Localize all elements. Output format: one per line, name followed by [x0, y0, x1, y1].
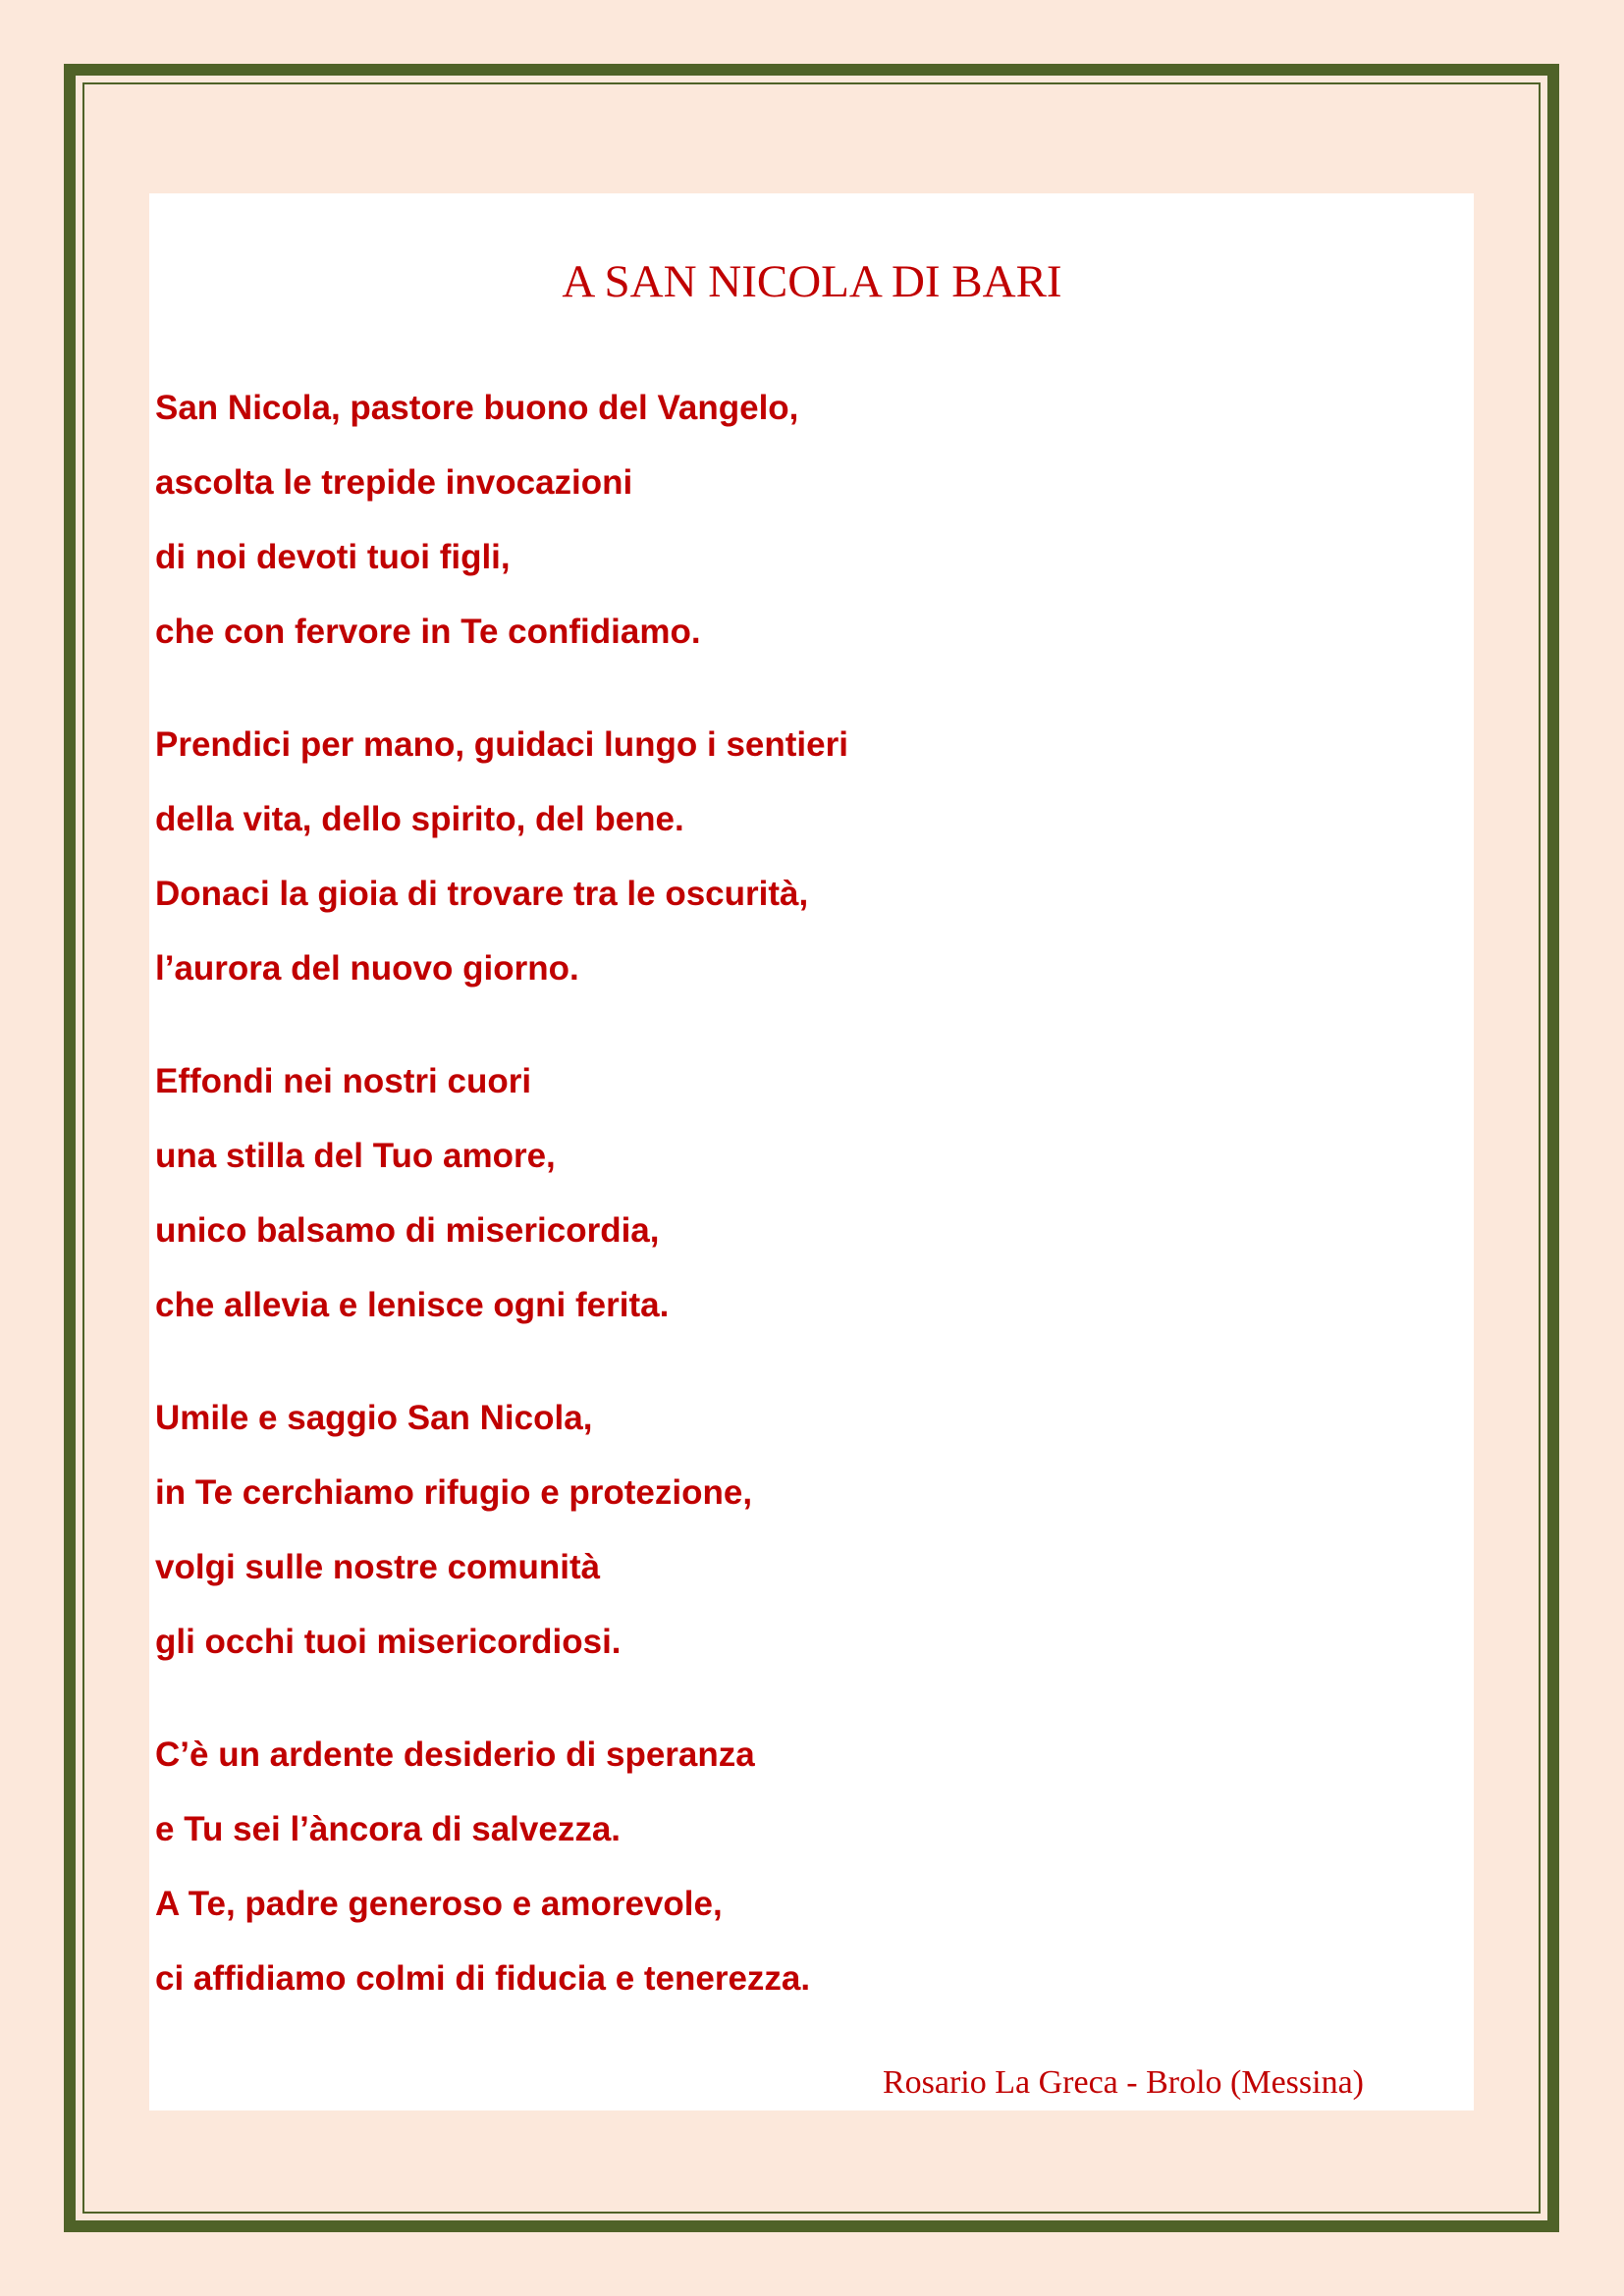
poem-line: l’aurora del nuovo giorno.	[155, 949, 579, 988]
poem-body	[155, 371, 1432, 2055]
stanza-3	[155, 1044, 1432, 1343]
poem-line: Effondi nei nostri cuori	[155, 1062, 532, 1100]
poem-line: San Nicola, pastore buono del Vangelo,	[155, 389, 799, 427]
poem-line: ascolta le trepide invocazioni	[155, 463, 633, 502]
poem-line: di noi devoti tuoi figli,	[155, 538, 511, 576]
poem-line: unico balsamo di misericordia,	[155, 1211, 660, 1250]
poem-line: che allevia e lenisce ogni ferita.	[155, 1286, 670, 1324]
poem-line: C’è un ardente desiderio di speranza	[155, 1735, 755, 1774]
author-signature: Rosario La Greca - Brolo (Messina)	[882, 2064, 1364, 2101]
poem-line: ci affidiamo colmi di fiducia e tenerezza.	[155, 1959, 811, 1998]
poem-line: Umile e saggio San Nicola,	[155, 1399, 593, 1437]
poem-line: della vita, dello spirito, del bene.	[155, 800, 684, 838]
poem-line: A Te, padre generoso e amorevole,	[155, 1885, 723, 1923]
stanza-2	[155, 708, 1432, 1006]
poem-line: volgi sulle nostre comunità	[155, 1548, 601, 1586]
poem-line: in Te cerchiamo rifugio e protezione,	[155, 1473, 753, 1512]
poem-line: Donaci la gioia di trovare tra le oscurità,	[155, 875, 809, 913]
stanza-1	[155, 371, 1432, 669]
poem-line: una stilla del Tuo amore,	[155, 1137, 556, 1175]
stanza-5	[155, 1718, 1432, 2016]
poem-line: Prendici per mano, guidaci lungo i sentieri	[155, 725, 848, 764]
poem-line: gli occhi tuoi misericordiosi.	[155, 1623, 622, 1661]
stanza-4	[155, 1381, 1432, 1680]
poem-line: che con fervore in Te confidiamo.	[155, 613, 701, 651]
poem-line: e Tu sei l’àncora di salvezza.	[155, 1810, 622, 1848]
poem-title: A SAN NICOLA DI BARI	[562, 256, 1062, 307]
